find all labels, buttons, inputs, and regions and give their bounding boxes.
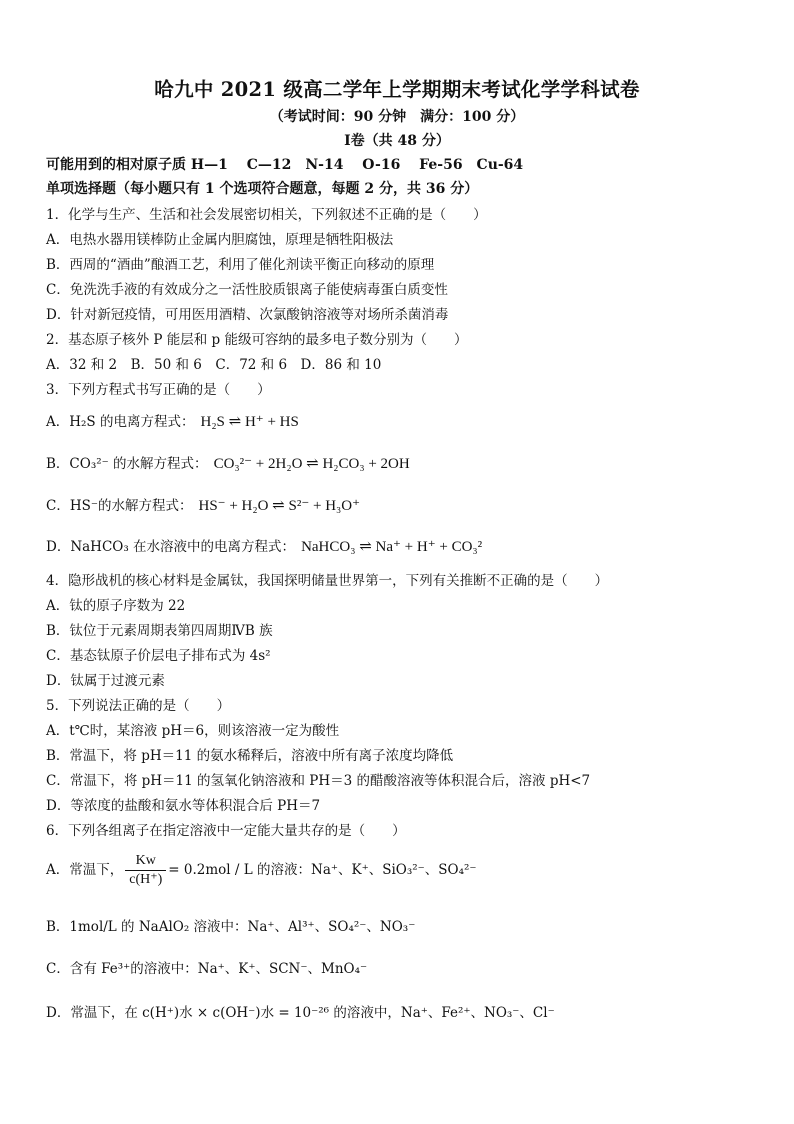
q4-option-a: A．钛的原子序数为 22 <box>46 598 186 614</box>
q4-stem: 4．隐形战机的核心材料是金属钛，我国探明储量世界第一，下列有关推断不正确的是（ ） <box>46 573 609 589</box>
q4-option-d: D．钛属于过渡元素 <box>46 673 165 689</box>
q6-stem: 6．下列各组离子在指定溶液中一定能大量共存的是（ ） <box>46 823 406 839</box>
q3-a-formula: H₂S ⇌ H⁺ + HS <box>200 414 299 430</box>
q3-option-d <box>46 538 482 556</box>
q3-c-label: C．HS⁻的水解方程式： <box>46 498 193 514</box>
exam-info: （考试时间：90 分钟 满分：100 分） <box>269 109 525 125</box>
q3-b-formula: CO₃²⁻ + 2H₂O ⇌ H₂CO₃ + 2OH <box>213 456 410 472</box>
q3-c-formula: HS⁻ + H₂O ⇌ S²⁻ + H₃O⁺ <box>198 498 361 514</box>
q6-a-rest: = 0.2mol / L 的溶液：Na⁺、K⁺、SiO₃²⁻、SO₄²⁻ <box>168 862 477 878</box>
q6-option-a <box>46 852 477 888</box>
q6-option-d: D．常温下，在 c(H⁺)水 × c(OH⁻)水 = 10⁻²⁶ 的溶液中，Na⁺、Fe²⁺、NO₃⁻、Cl⁻ <box>46 1005 555 1021</box>
q3-option-c <box>46 497 360 515</box>
q1-option-c: C．免洗洗手液的有效成分之一活性胶质银离子能使病毒蛋白质变性 <box>46 282 448 298</box>
q3-stem: 3．下列方程式书写正确的是（ ） <box>46 382 271 398</box>
q5-stem: 5．下列说法正确的是（ ） <box>46 698 231 714</box>
q4-option-c: C．基态钛原子价层电子排布式为 4s² <box>46 648 271 664</box>
q3-b-label: B．CO₃²⁻ 的水解方程式： <box>46 456 208 472</box>
q3-d-formula: NaHCO₃ ⇌ Na⁺ + H⁺ + CO₃² <box>301 539 483 555</box>
fraction-denominator: c(H⁺) <box>129 872 163 887</box>
q6-option-c: C．含有 Fe³⁺的溶液中：Na⁺、K⁺、SCN⁻、MnO₄⁻ <box>46 961 368 977</box>
section-heading: Ⅰ卷（共 48 分） <box>344 133 450 149</box>
q6-option-b: B．1mol/L 的 NaAlO₂ 溶液中：Na⁺、Al³⁺、SO₄²⁻、NO₃⁻ <box>46 919 416 935</box>
atomic-masses: 可能用到的相对原子质 H—1 C—12 N-14 O-16 Fe-56 Cu-64 <box>46 157 524 173</box>
q5-option-d: D．等浓度的盐酸和氨水等体积混合后 PH＝7 <box>46 798 321 814</box>
q2-options: A．32 和 2 B．50 和 6 C．72 和 6 D．86 和 10 <box>46 357 382 373</box>
kw-fraction <box>125 853 166 888</box>
q3-a-label: A．H₂S 的电离方程式： <box>46 414 195 430</box>
q1-option-d: D．针对新冠疫情，可用医用酒精、次氯酸钠溶液等对场所杀菌消毒 <box>46 307 449 323</box>
q3-d-label: D．NaHCO₃ 在水溶液中的电离方程式： <box>46 539 296 555</box>
q1-option-a: A．电热水器用镁棒防止金属内胆腐蚀，原理是牺牲阳极法 <box>46 232 394 248</box>
fraction-numerator: Kw <box>125 853 166 871</box>
q3-option-a <box>46 413 299 431</box>
q5-option-b: B．常温下，将 pH＝11 的氨水稀释后，溶液中所有离子浓度均降低 <box>46 748 454 764</box>
instructions: 单项选择题（每小题只有 1 个选项符合题意，每题 2 分，共 36 分） <box>46 181 479 197</box>
q3-option-b <box>46 455 410 473</box>
q6-a-prefix: A．常温下， <box>46 862 124 878</box>
q1-option-b: B．西周的“酒曲”酿酒工艺，利用了催化剂读平衡正向移动的原理 <box>46 257 435 273</box>
q5-option-a: A．t℃时，某溶液 pH＝6，则该溶液一定为酸性 <box>46 723 340 739</box>
q2-stem: 2．基态原子核外 P 能层和 p 能级可容纳的最多电子数分别为（ ） <box>46 332 468 348</box>
q1-stem: 1．化学与生产、生活和社会发展密切相关，下列叙述不正确的是（ ） <box>46 207 487 223</box>
exam-title: 哈九中 2021 级高二学年上学期期末考试化学学科试卷 <box>154 78 640 101</box>
q4-option-b: B．钛位于元素周期表第四周期ⅣB 族 <box>46 623 273 639</box>
q5-option-c: C．常温下，将 pH＝11 的氢氧化钠溶液和 PH＝3 的醋酸溶液等体积混合后，溶液 pH<7 <box>46 773 591 789</box>
